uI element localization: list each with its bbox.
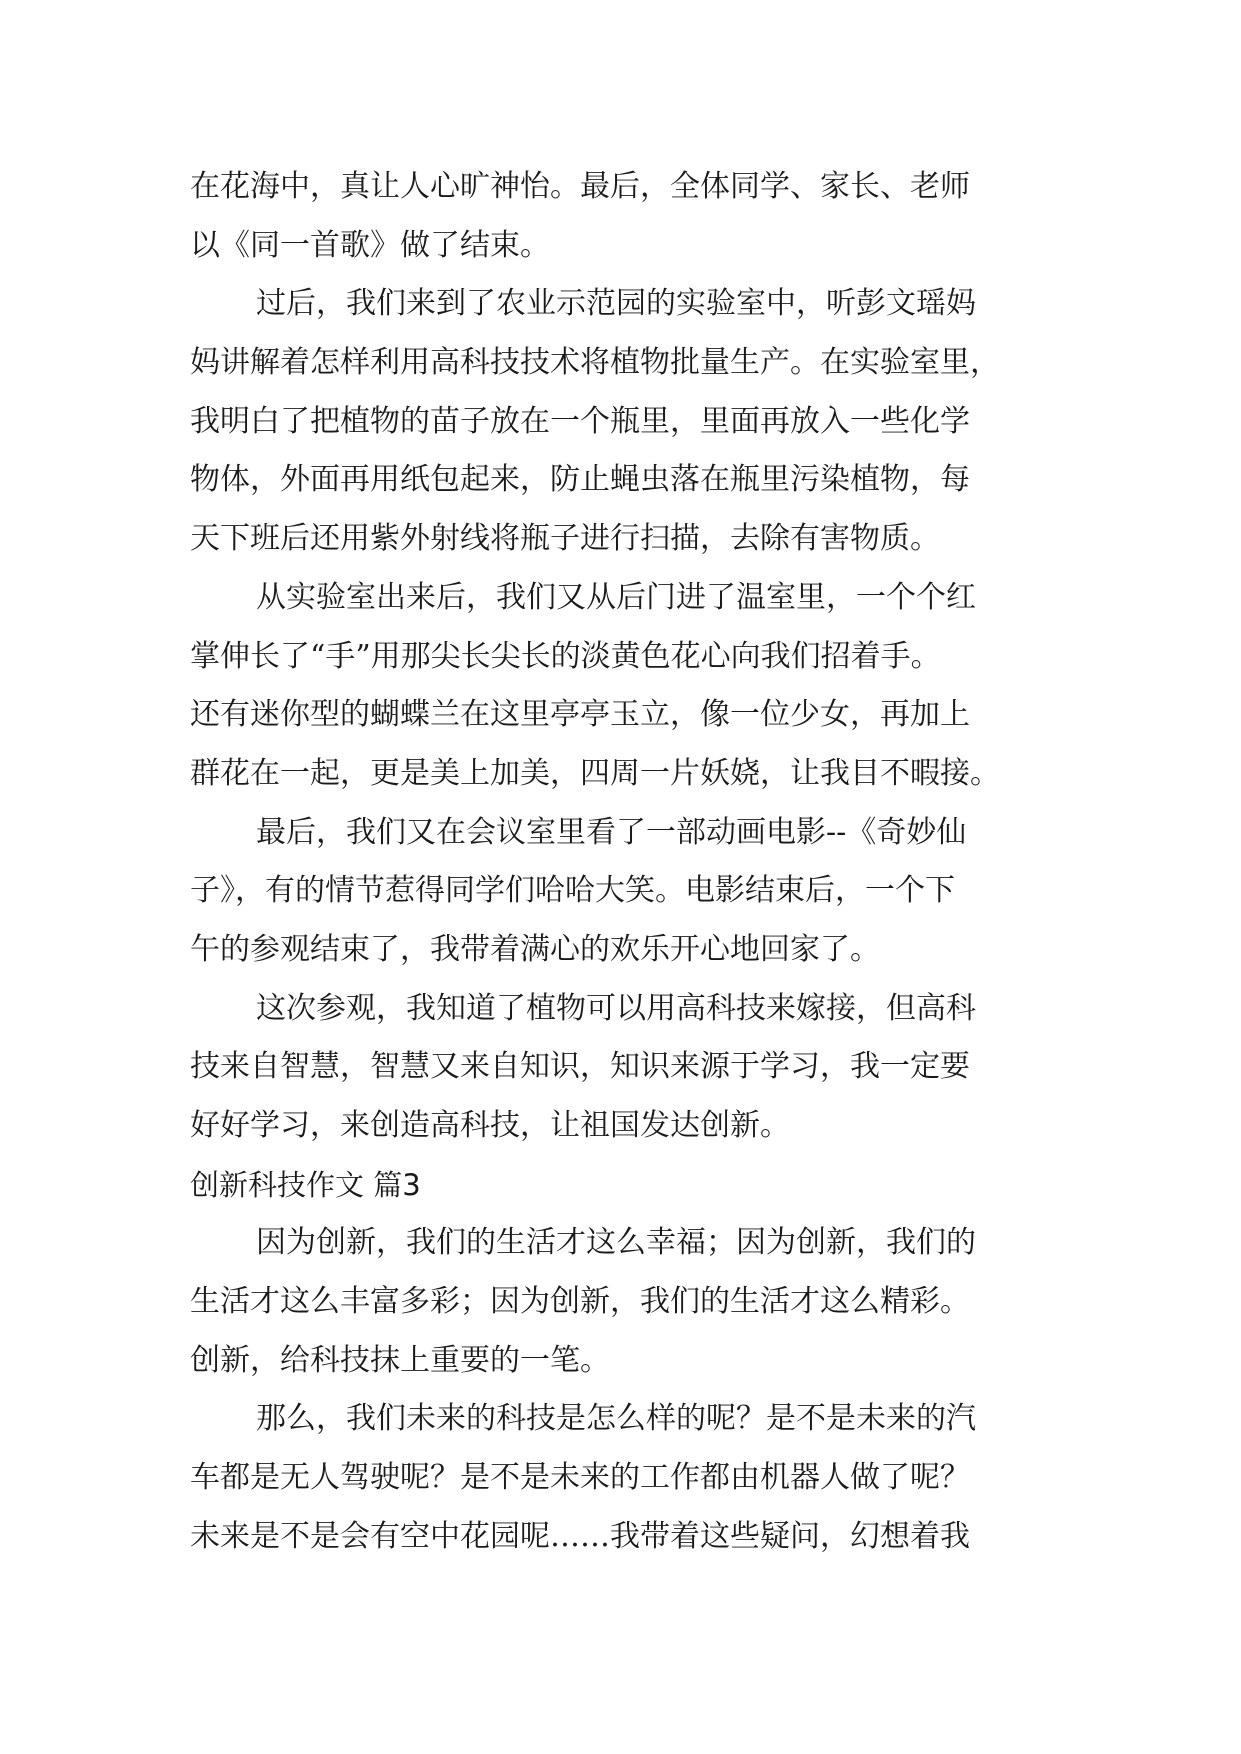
paragraph-first-line: 过后，我们来到了农业示范园的实验室中，听彭文瑶妈 — [256, 286, 976, 322]
text-line: 物体，外面再用纸包起来，防止蝇虫落在瓶里污染植物，每 — [190, 462, 970, 498]
paragraph-first-line: 那么，我们未来的科技是怎么样的呢？是不是未来的汽 — [256, 1401, 976, 1437]
text-line: 以《同一首歌》做了结束。 — [190, 227, 550, 263]
text-line: 生活才这么丰富多彩；因为创新，我们的生活才这么精彩。 — [190, 1284, 970, 1320]
section-heading: 创新科技作文 篇3 — [190, 1167, 421, 1202]
text-line: 子》，有的情节惹得同学们哈哈大笑。电影结束后，一个下 — [190, 873, 955, 909]
paragraph-first-line: 从实验室出来后，我们又从后门进了温室里，一个个红 — [256, 579, 976, 615]
text-line: 还有迷你型的蝴蝶兰在这里亭亭玉立，像一位少女，再加上 — [190, 697, 970, 733]
text-line: 掌伸长了“手”用那尖长尖长的淡黄色花心向我们招着手。 — [190, 638, 941, 674]
text-line: 车都是无人驾驶呢？是不是未来的工作都由机器人做了呢？ — [190, 1460, 970, 1496]
text-line: 好好学习，来创造高科技，让祖国发达创新。 — [190, 1108, 790, 1143]
text-line: 我明白了把植物的苗子放在一个瓶里，里面再放入一些化学 — [190, 403, 970, 439]
paragraph-first-line: 因为创新，我们的生活才这么幸福；因为创新，我们的 — [256, 1225, 976, 1261]
text-line: 天下班后还用紫外射线将瓶子进行扫描，去除有害物质。 — [190, 521, 940, 557]
paragraph-first-line: 这次参观，我知道了植物可以用高科技来嫁接，但高科 — [256, 990, 976, 1026]
paragraph-first-line: 最后，我们又在会议室里看了一部动画电影--《奇妙仙 — [256, 814, 967, 850]
text-line: 午的参观结束了，我带着满心的欢乐开心地回家了。 — [190, 931, 880, 967]
text-line: 技来自智慧，智慧又来自知识，知识来源于学习，我一定要 — [190, 1049, 970, 1085]
text-line: 未来是不是会有空中花园呢……我带着这些疑问，幻想着我 — [190, 1518, 970, 1554]
text-line: 群花在一起，更是美上加美，四周一片妖娆，让我目不暇接。 — [190, 755, 1000, 791]
text-line: 妈讲解着怎样利用高科技技术将植物批量生产。在实验室里， — [190, 345, 1000, 381]
document-body — [190, 158, 1070, 1567]
text-line: 在花海中，真让人心旷神怡。最后，全体同学、家长、老师 — [190, 169, 970, 204]
text-line: 创新，给科技抹上重要的一笔。 — [190, 1342, 610, 1378]
